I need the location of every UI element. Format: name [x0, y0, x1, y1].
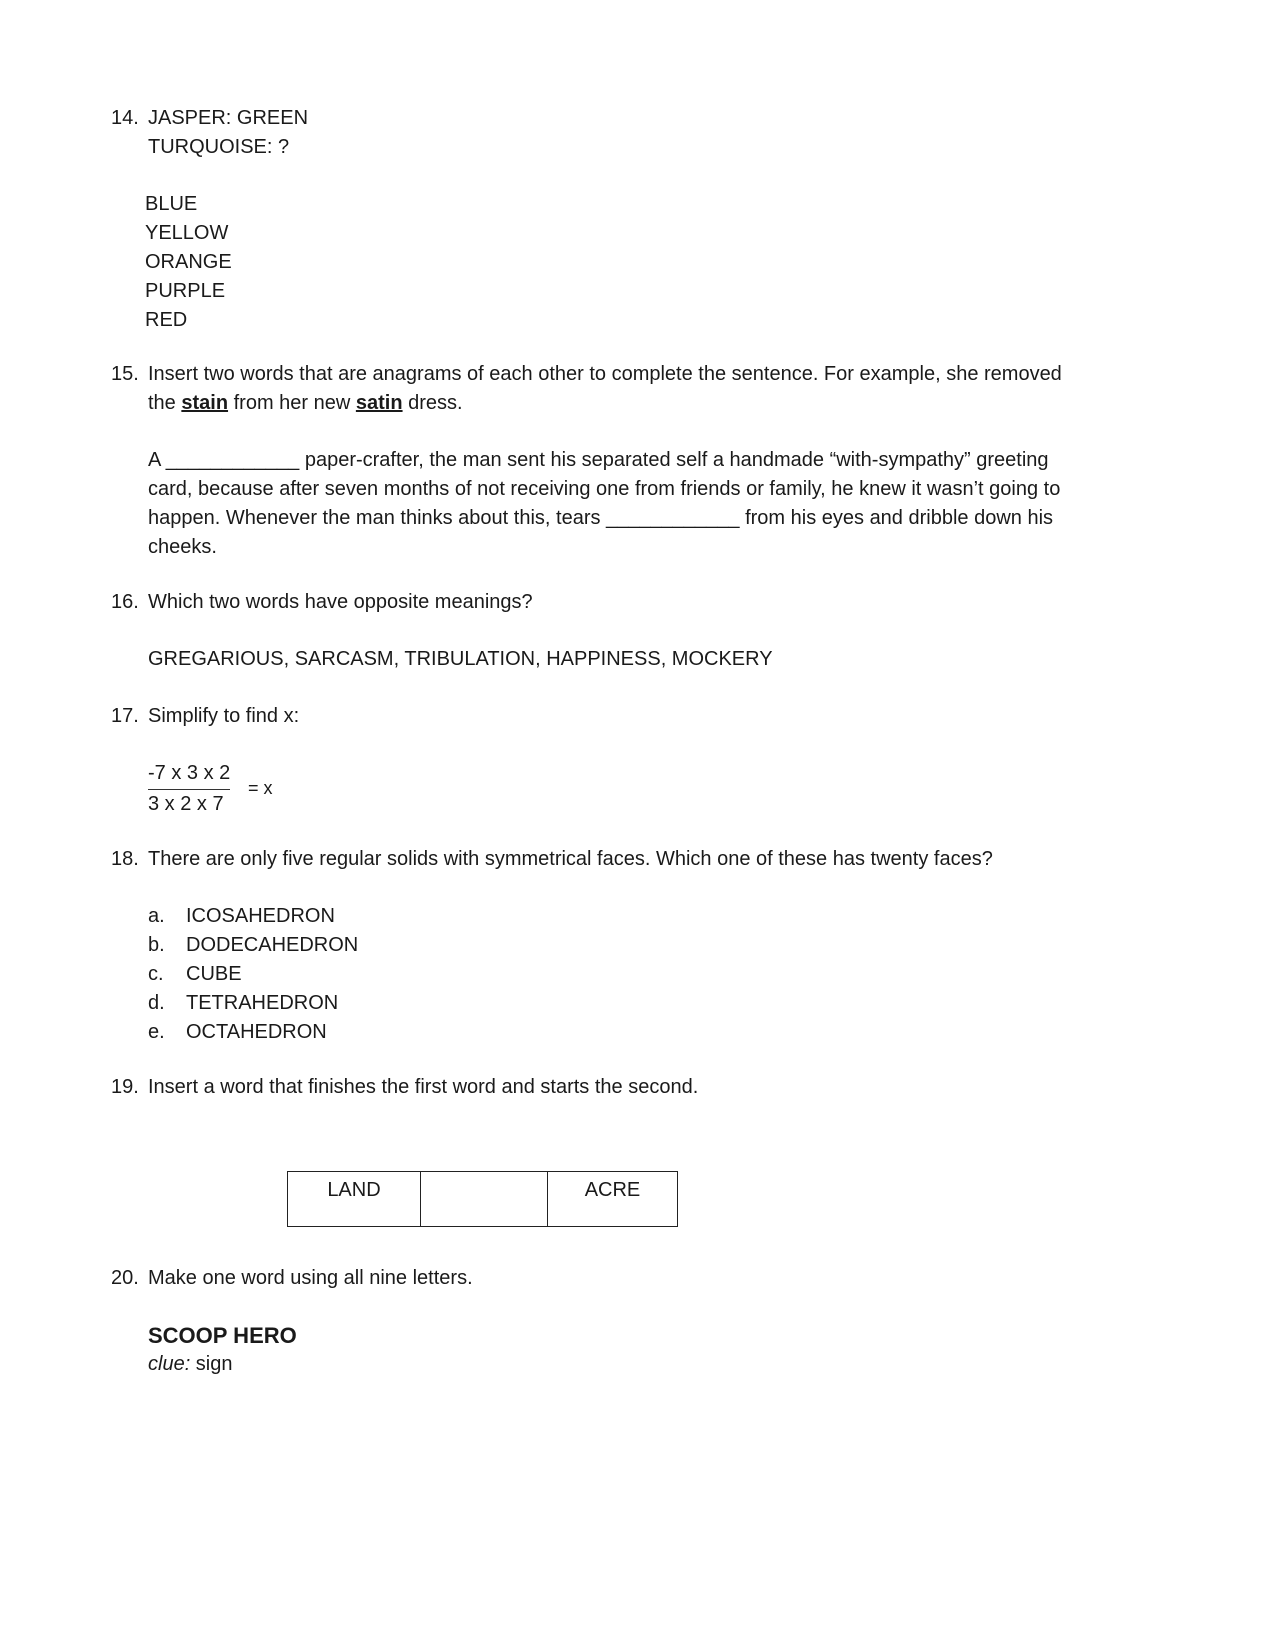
prompt-line-1: Insert two words that are anagrams of each other to complete the sentence. For example, she removed: [148, 363, 1062, 385]
sentence-line: cheeks.: [148, 536, 217, 558]
question-text: Which two words have opposite meanings?: [148, 591, 533, 613]
multiple-choice-options: a. ICOSAHEDRON b. DODECAHEDRON c. CUBE d. TETRAHEDRON e. OCTAHEDRON: [148, 905, 359, 1043]
prompt-mid: from her new: [228, 392, 356, 414]
clue-line: [148, 1350, 297, 1379]
question-text: [148, 360, 1128, 418]
answer-options: [145, 190, 232, 335]
prompt-post: dress.: [402, 392, 463, 414]
question-text: Make one word using all nine letters.: [148, 1267, 473, 1289]
sentence-line: happen. Whenever the man thinks about this, tears ____________ from his eyes and dribble down his: [148, 507, 1054, 529]
option-item: YELLOW: [145, 222, 229, 244]
clue-text: sign: [190, 1353, 233, 1375]
question-text: [148, 104, 1128, 162]
question-number: 18.: [111, 848, 139, 870]
question-number: 14.: [111, 107, 139, 129]
option-item: ORANGE: [145, 251, 232, 273]
anagram-block: [148, 1321, 297, 1379]
prompt-line-2: [148, 389, 1128, 418]
sentence-line: A ____________ paper-crafter, the man sent his separated self a handmade “with-sympathy” greeting: [148, 449, 1049, 471]
option-item: PURPLE: [145, 280, 226, 302]
prompt-pre: the: [148, 392, 182, 414]
fraction-numerator: -7 x 3 x 2: [148, 759, 230, 790]
question-text: There are only five regular solids with symmetrical faces. Which one of these has twenty faces?: [148, 848, 993, 870]
analogy-line-1: JASPER: GREEN: [148, 107, 309, 129]
example-word-1: stain: [181, 392, 229, 414]
question-number: 17.: [111, 705, 139, 727]
option-item: RED: [145, 309, 188, 331]
analogy-line-2: TURQUOISE: ?: [148, 136, 290, 158]
question-number: 20.: [111, 1267, 139, 1289]
question-number: 15.: [111, 363, 139, 385]
option-item: BLUE: [145, 193, 198, 215]
word-list: GREGARIOUS, SARCASM, TRIBULATION, HAPPINESS, MOCKERY: [148, 648, 773, 670]
word-bridge-table: [287, 1171, 678, 1227]
question-number: 16.: [111, 591, 139, 613]
clue-label: clue:: [148, 1353, 191, 1375]
anagram-letters: SCOOP HERO: [148, 1323, 297, 1348]
sentence-line: card, because after seven months of not receiving one from friends or family, he knew it wasn’t going to: [148, 478, 1061, 500]
anagram-sentence: [148, 446, 1060, 562]
question-number: 19.: [111, 1076, 139, 1098]
right-word-cell: ACRE: [548, 1172, 678, 1227]
answer-cell[interactable]: [421, 1172, 548, 1227]
equals-x: = x: [248, 778, 273, 798]
fraction: [148, 759, 230, 819]
example-word-2: satin: [355, 392, 403, 414]
left-word-cell: LAND: [288, 1172, 421, 1227]
question-text: Insert a word that finishes the first word and starts the second.: [148, 1076, 699, 1098]
question-text: Simplify to find x:: [148, 705, 300, 727]
fraction-denominator: 3 x 2 x 7: [148, 793, 224, 815]
